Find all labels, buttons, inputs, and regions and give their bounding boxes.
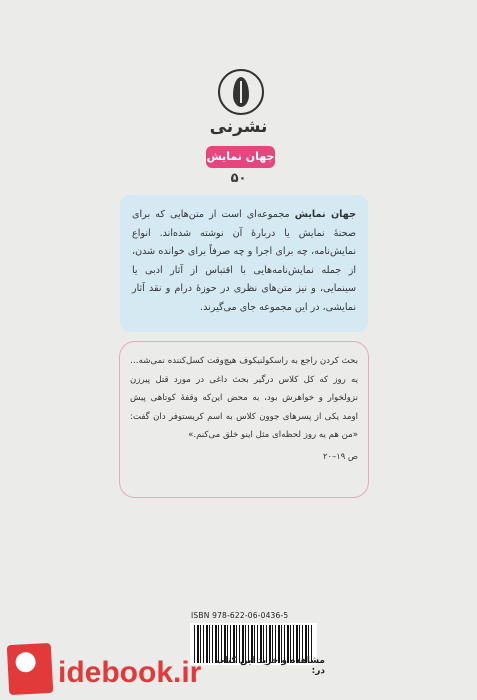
series-description xyxy=(120,195,368,332)
series-description-text: مجموعه‌ای است از متن‌هایی که برای صحنهٔ نمایش یا دربارهٔ آن نوشته شده‌اند. انواع نمایش‌نامه، چه برای اجرا و چه صرفاً برای خوانده شدن، از جمله نمایش‌نامه‌هایی با اقتباس از آثار ادبی یا سینمایی، و نیز متن‌های نظری در حوزهٔ درام و نقد آثار نمایشی، در این مجموعه جای می‌گیرند. xyxy=(132,209,356,313)
publisher-name: نشرنی xyxy=(209,117,268,137)
series-badge: جهان نمایش xyxy=(206,146,275,168)
excerpt-quote xyxy=(119,341,369,498)
watermark-caption: مشاهده و خرید این کتاب در: xyxy=(215,656,325,676)
publisher-logo xyxy=(218,69,264,115)
excerpt-page-ref: ص ۱۹–۲۰ xyxy=(323,450,358,461)
leaf-icon xyxy=(233,77,249,107)
excerpt-text: بحث کردن راجع به راسکولنیکوف هیچ‌وقت کسل‌کننده نمی‌شه… یه روز که کل کلاس درگیر بحث داغی در مورد قتل پیرزن نزولخوار و خواهرش بود، به محض این‌که وقفهٔ کوتاهی پیش اومد یکی از پسرهای جوون کلاس به اسم کریستوفر دان گفت: «من هم یه روز لحظه‌ای مثل اینو خلق می‌کنم.» xyxy=(130,356,358,441)
watermark-site: idebook.ir xyxy=(58,656,202,689)
series-number: ۵۰ xyxy=(230,171,247,186)
idebook-logo-icon xyxy=(7,643,54,695)
series-description-lead: جهان نمایش xyxy=(294,209,356,220)
isbn-label: ISBN 978-622-06-0436-5 xyxy=(191,611,289,620)
